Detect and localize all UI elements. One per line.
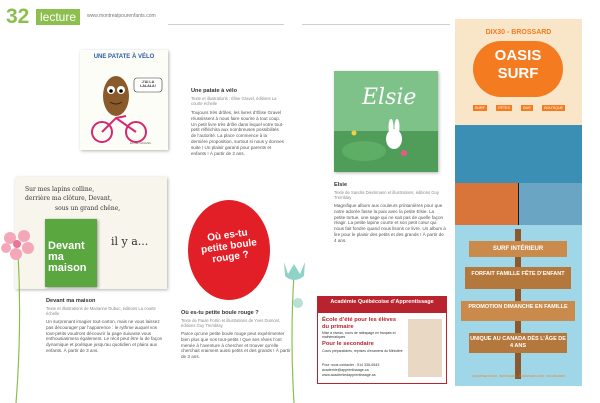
spread-text-4: il y a... — [111, 235, 149, 248]
cover-boule-rouge — [188, 200, 270, 300]
oasis-brand-line2: SURF — [497, 65, 539, 82]
oasis-party-photo — [455, 183, 518, 225]
cover-patate-author: ÉLISE GRAVEL — [130, 141, 152, 145]
cover-boule-title: Où es-tu petite boule rouge ? — [200, 227, 258, 266]
academie-secondary-desc: Cours préparatoires, reprises d’examens du Ministère — [322, 349, 403, 353]
review-credits: Texte de Sandra Dieckmann et illustrations, éditions Guy Tremblay — [334, 190, 439, 201]
spread-text-3: sous un grand chêne, — [55, 205, 121, 212]
cover-patate-a-velo — [80, 50, 168, 150]
potato-on-bike-illustration — [80, 62, 168, 150]
academie-email[interactable]: academie@apprentissage.ca — [322, 368, 369, 372]
spread-text-1: Sur mes lapins colline, — [25, 186, 95, 193]
header-rule-left — [168, 24, 284, 25]
speech-bubble: J’AI LA LALALA! — [140, 80, 156, 88]
ad-oasis-surf[interactable] — [455, 19, 582, 386]
oasis-tags — [473, 105, 565, 111]
academie-website[interactable]: www.academiedapprentissage.ca — [322, 373, 376, 377]
page-number: 32 — [6, 5, 30, 28]
academie-student-photo — [408, 319, 442, 377]
devant-book-cover — [45, 219, 97, 287]
oasis-footer: QUARTIER DIX30 · BROSSARD · OASISSURF.COM · 514.000.0000 — [472, 374, 565, 378]
oasis-tag: FÊTES — [498, 106, 510, 110]
spread-text-2: derrière ma clôture, Devant, — [25, 195, 113, 202]
oasis-surf-photo — [455, 125, 582, 183]
ad-academie[interactable] — [317, 296, 447, 384]
review-body: Un surprenant imagier tout-carton, mais ne vous laissez pas décourager par l’apparence : le rythme auquel vos tout-petits voudront découvrir la page suivante vous enthousiasmera également. Le récit peut être lu de façon dynamique et poétique jusqu’au quotidien et plaira aux enfants. À partir de 3 ans. — [46, 319, 163, 353]
teal-flower-decoration — [280, 258, 310, 403]
oasis-sign: SURF INTÉRIEUR — [469, 241, 567, 257]
devant-cover-title: Devant ma maison — [48, 240, 87, 274]
cover-elsie — [334, 71, 438, 172]
review-body: Parce qu’une petite boule rouge peut expérimenter bien plus que nos tout-petits ! Que ses rêves l’ont menée à l’aventure à chercher et trouver qu’elle cherchait vraiment aussi petits et des grands ! À partir de 3 ans. — [181, 331, 291, 360]
oasis-sign: FORFAIT FAMILLE FÊTE D’ENFANT — [465, 267, 571, 289]
website-url[interactable]: www.montrealpourenfants.com — [87, 13, 156, 19]
oasis-sign: UNIQUE AU CANADA DÈS L’ÂGE DE 4 ANS — [469, 333, 567, 353]
section-label: lecture — [36, 9, 80, 25]
oasis-tag: BOUTIQUE — [544, 106, 563, 110]
review-title: Où es-tu petite boule rouge ? — [181, 310, 259, 316]
academie-title: Académie Québécoise d’Apprentissage — [330, 299, 434, 305]
cover-patate-title: UNE PATATE À VÉLO — [93, 54, 155, 60]
cover-elsie-title: Elsie — [362, 85, 417, 110]
review-body: Toujours très drôles, les livres d’Élise Gravel réussissent à nous faire sourire à tout coup. Un petit livre très drôle dans lequel votre tout-petit réfléchira aux nombreuses possibilités de l’autorité. La place commence à la dernière proposition, surtout si nous y donnes suite ! Un plaisir garanti pour parents et enfants ! À partir de 2 ans. — [191, 110, 284, 156]
academie-heading-secondary: Pour le secondaire — [322, 341, 374, 347]
oasis-tag: BAR — [523, 106, 531, 110]
academie-contact: Pour nous contacter : 514 336-6543 — [322, 363, 380, 367]
header-rule-right — [302, 24, 450, 25]
review-title: Elsie — [334, 182, 348, 188]
academie-heading-primary: École d’été pour les élèves du primaire — [322, 317, 397, 330]
review-credits: Texte et illustrations : Élise Gravel, éditions La courte échelle — [191, 96, 277, 107]
oasis-wave-photo — [519, 183, 582, 225]
oasis-location: DIX30 - BROSSARD — [485, 29, 552, 36]
academie-primary-desc: Mise à niveau, cours de rattrapage en français et mathématiques — [322, 331, 396, 340]
review-body: Magnifique album aux couleurs printanières pour que notre adorée fasse la paix avec la petite Elsie. La petite tortue, une sage qui ne sait pas de quelle façon réagir. La petite lapine courte et son petit cœur qui nous fait fondre quand nous lisons ce livre. Un album à lire pour le plaisir des petits et des grands ! À partir de 4 ans. — [334, 203, 446, 243]
review-title: Une patate à vélo — [191, 88, 238, 94]
oasis-tag: SURF — [475, 106, 485, 110]
oasis-sign: PROMOTION DIMANCHE EN FAMILLE — [461, 301, 575, 321]
oasis-brand-line1: OASIS — [494, 47, 542, 64]
review-credits: Texte et illustrations de Marianne Dubuc, éditions La courte échelle — [46, 306, 156, 317]
review-credits: Texte de Paule Fortin et illustrations de Yves Dumont, éditions Guy Tremblay — [181, 318, 281, 329]
pink-flower-decoration — [0, 226, 40, 403]
review-title: Devant ma maison — [46, 298, 96, 304]
